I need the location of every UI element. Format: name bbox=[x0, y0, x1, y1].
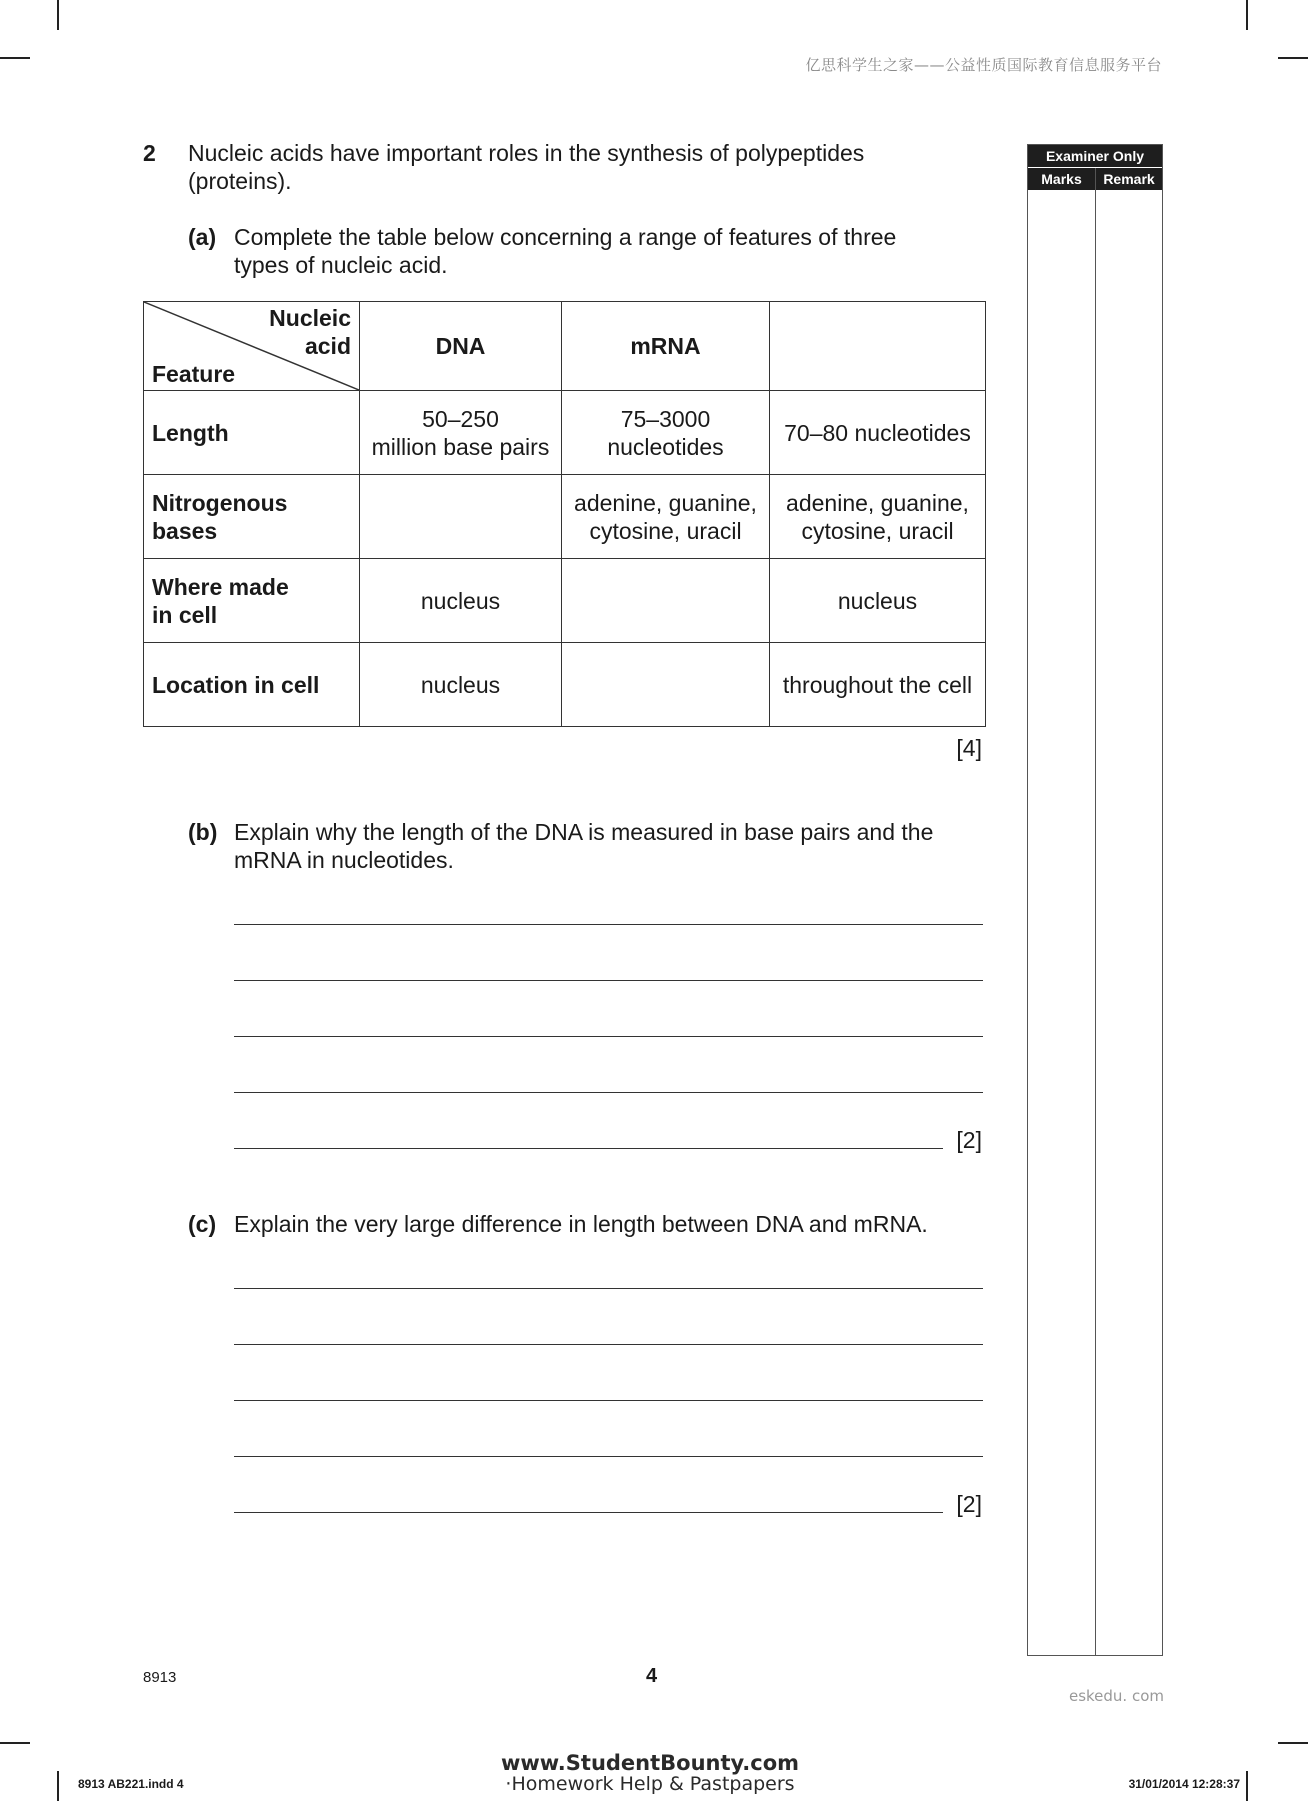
row-label bbox=[144, 391, 360, 475]
logo-line: ·Homework Help & Pastpapers bbox=[505, 1773, 795, 1795]
crop-mark bbox=[1278, 1742, 1308, 1744]
answer-line[interactable] bbox=[234, 1344, 983, 1345]
cell-mrna[interactable] bbox=[562, 559, 770, 643]
cell-line: cytosine, uracil bbox=[801, 517, 954, 544]
cell-mrna[interactable] bbox=[562, 643, 770, 727]
row-label bbox=[144, 643, 360, 727]
column-header-mrna: mRNA bbox=[562, 302, 770, 391]
cell-line: million base pairs bbox=[371, 433, 550, 460]
row-label-line: Where made bbox=[152, 573, 289, 600]
corner-label-line: acid bbox=[304, 333, 351, 359]
table-corner-cell bbox=[144, 302, 360, 391]
cell-line: cytosine, uracil bbox=[589, 517, 742, 544]
row-label-line: in cell bbox=[152, 601, 218, 628]
row-label-line: Location in cell bbox=[152, 671, 320, 698]
cell-third bbox=[770, 643, 986, 727]
row-label-line: Length bbox=[152, 419, 229, 446]
row-label-line: bases bbox=[152, 517, 218, 544]
row-label-line: Nitrogenous bbox=[152, 489, 288, 516]
logo-line: www.StudentBounty.com bbox=[500, 1751, 800, 1775]
nucleic-acid-table bbox=[143, 301, 986, 727]
examiner-only-column bbox=[1027, 144, 1163, 1656]
table-row bbox=[144, 391, 986, 475]
cell-dna[interactable] bbox=[360, 475, 562, 559]
cell-line: throughout the cell bbox=[782, 671, 973, 698]
answer-line[interactable] bbox=[234, 924, 983, 925]
cell-line: 70–80 nucleotides bbox=[784, 419, 971, 446]
studentbounty-logo[interactable] bbox=[500, 1752, 800, 1795]
crop-mark bbox=[0, 1742, 30, 1744]
examiner-column-divider bbox=[1095, 168, 1096, 1655]
part-a-prompt bbox=[234, 223, 896, 279]
crop-mark bbox=[0, 57, 30, 59]
part-a-prompt-line: types of nucleic acid. bbox=[234, 252, 448, 278]
row-label bbox=[144, 475, 360, 559]
part-b-label: (b) bbox=[188, 819, 218, 845]
cell-mrna bbox=[562, 475, 770, 559]
examiner-only-title: Examiner Only bbox=[1028, 145, 1162, 167]
cell-line: nucleus bbox=[420, 587, 501, 614]
row-label bbox=[144, 559, 360, 643]
cell-line: nucleotides bbox=[607, 433, 724, 460]
print-timestamp: 31/01/2014 12:28:37 bbox=[1128, 1777, 1240, 1791]
answer-line[interactable] bbox=[234, 1456, 983, 1457]
cell-line: nucleus bbox=[837, 587, 918, 614]
file-name: 8913 AB221.indd 4 bbox=[78, 1777, 184, 1791]
question-intro-line: Nucleic acids have important roles in the synthesis of polypeptides bbox=[188, 140, 865, 166]
cell-third bbox=[770, 391, 986, 475]
part-b-marks: [2] bbox=[956, 1127, 982, 1153]
marks-header: Marks bbox=[1028, 168, 1095, 190]
column-header-third[interactable] bbox=[770, 302, 986, 391]
remark-header: Remark bbox=[1096, 168, 1162, 190]
answer-line[interactable] bbox=[234, 1036, 983, 1037]
answer-line[interactable] bbox=[234, 1092, 983, 1093]
question-intro-line: (proteins). bbox=[188, 168, 292, 194]
part-b-prompt-line: mRNA in nucleotides. bbox=[234, 847, 454, 873]
page-number: 4 bbox=[646, 1665, 658, 1687]
paper-code: 8913 bbox=[143, 1669, 177, 1686]
part-c-marks: [2] bbox=[956, 1491, 982, 1517]
part-b-prompt bbox=[234, 818, 933, 874]
crop-mark bbox=[1246, 1771, 1248, 1801]
table-row bbox=[144, 475, 986, 559]
part-a-marks: [4] bbox=[956, 735, 982, 761]
answer-line[interactable] bbox=[234, 1512, 943, 1513]
crop-mark bbox=[1246, 0, 1248, 30]
site-watermark: eskedu. com bbox=[1068, 1687, 1164, 1705]
part-a-prompt-line: Complete the table below concerning a range of features of three bbox=[234, 224, 897, 250]
column-header-dna: DNA bbox=[360, 302, 562, 391]
corner-row-label: Feature bbox=[152, 361, 236, 387]
corner-column-label bbox=[269, 304, 351, 360]
table-row bbox=[144, 559, 986, 643]
cell-mrna bbox=[562, 391, 770, 475]
cell-line: nucleus bbox=[420, 671, 501, 698]
cell-dna bbox=[360, 643, 562, 727]
part-c-label: (c) bbox=[188, 1211, 217, 1237]
crop-mark bbox=[57, 0, 59, 30]
cell-line: 50–250 bbox=[422, 405, 499, 432]
cell-third bbox=[770, 475, 986, 559]
part-b-prompt-line: Explain why the length of the DNA is measured in base pairs and the bbox=[234, 819, 934, 845]
header-watermark: 亿思科学生之家——公益性质国际教育信息服务平台 bbox=[805, 56, 1162, 74]
cell-line: adenine, guanine, bbox=[786, 489, 969, 516]
question-intro bbox=[188, 139, 864, 195]
cell-line: 75–3000 bbox=[620, 405, 711, 432]
corner-label-line: Nucleic bbox=[269, 305, 351, 331]
table-header-row bbox=[144, 302, 986, 391]
part-c-prompt: Explain the very large difference in length between DNA and mRNA. bbox=[234, 1211, 928, 1237]
answer-line[interactable] bbox=[234, 1400, 983, 1401]
question-number: 2 bbox=[143, 140, 156, 166]
cell-dna bbox=[360, 559, 562, 643]
answer-line[interactable] bbox=[234, 1288, 983, 1289]
cell-third bbox=[770, 559, 986, 643]
crop-mark bbox=[1278, 57, 1308, 59]
table-row bbox=[144, 643, 986, 727]
part-a-label: (a) bbox=[188, 224, 217, 250]
cell-dna bbox=[360, 391, 562, 475]
cell-line: adenine, guanine, bbox=[574, 489, 757, 516]
answer-line[interactable] bbox=[234, 980, 983, 981]
crop-mark bbox=[57, 1771, 59, 1801]
answer-line[interactable] bbox=[234, 1148, 943, 1149]
